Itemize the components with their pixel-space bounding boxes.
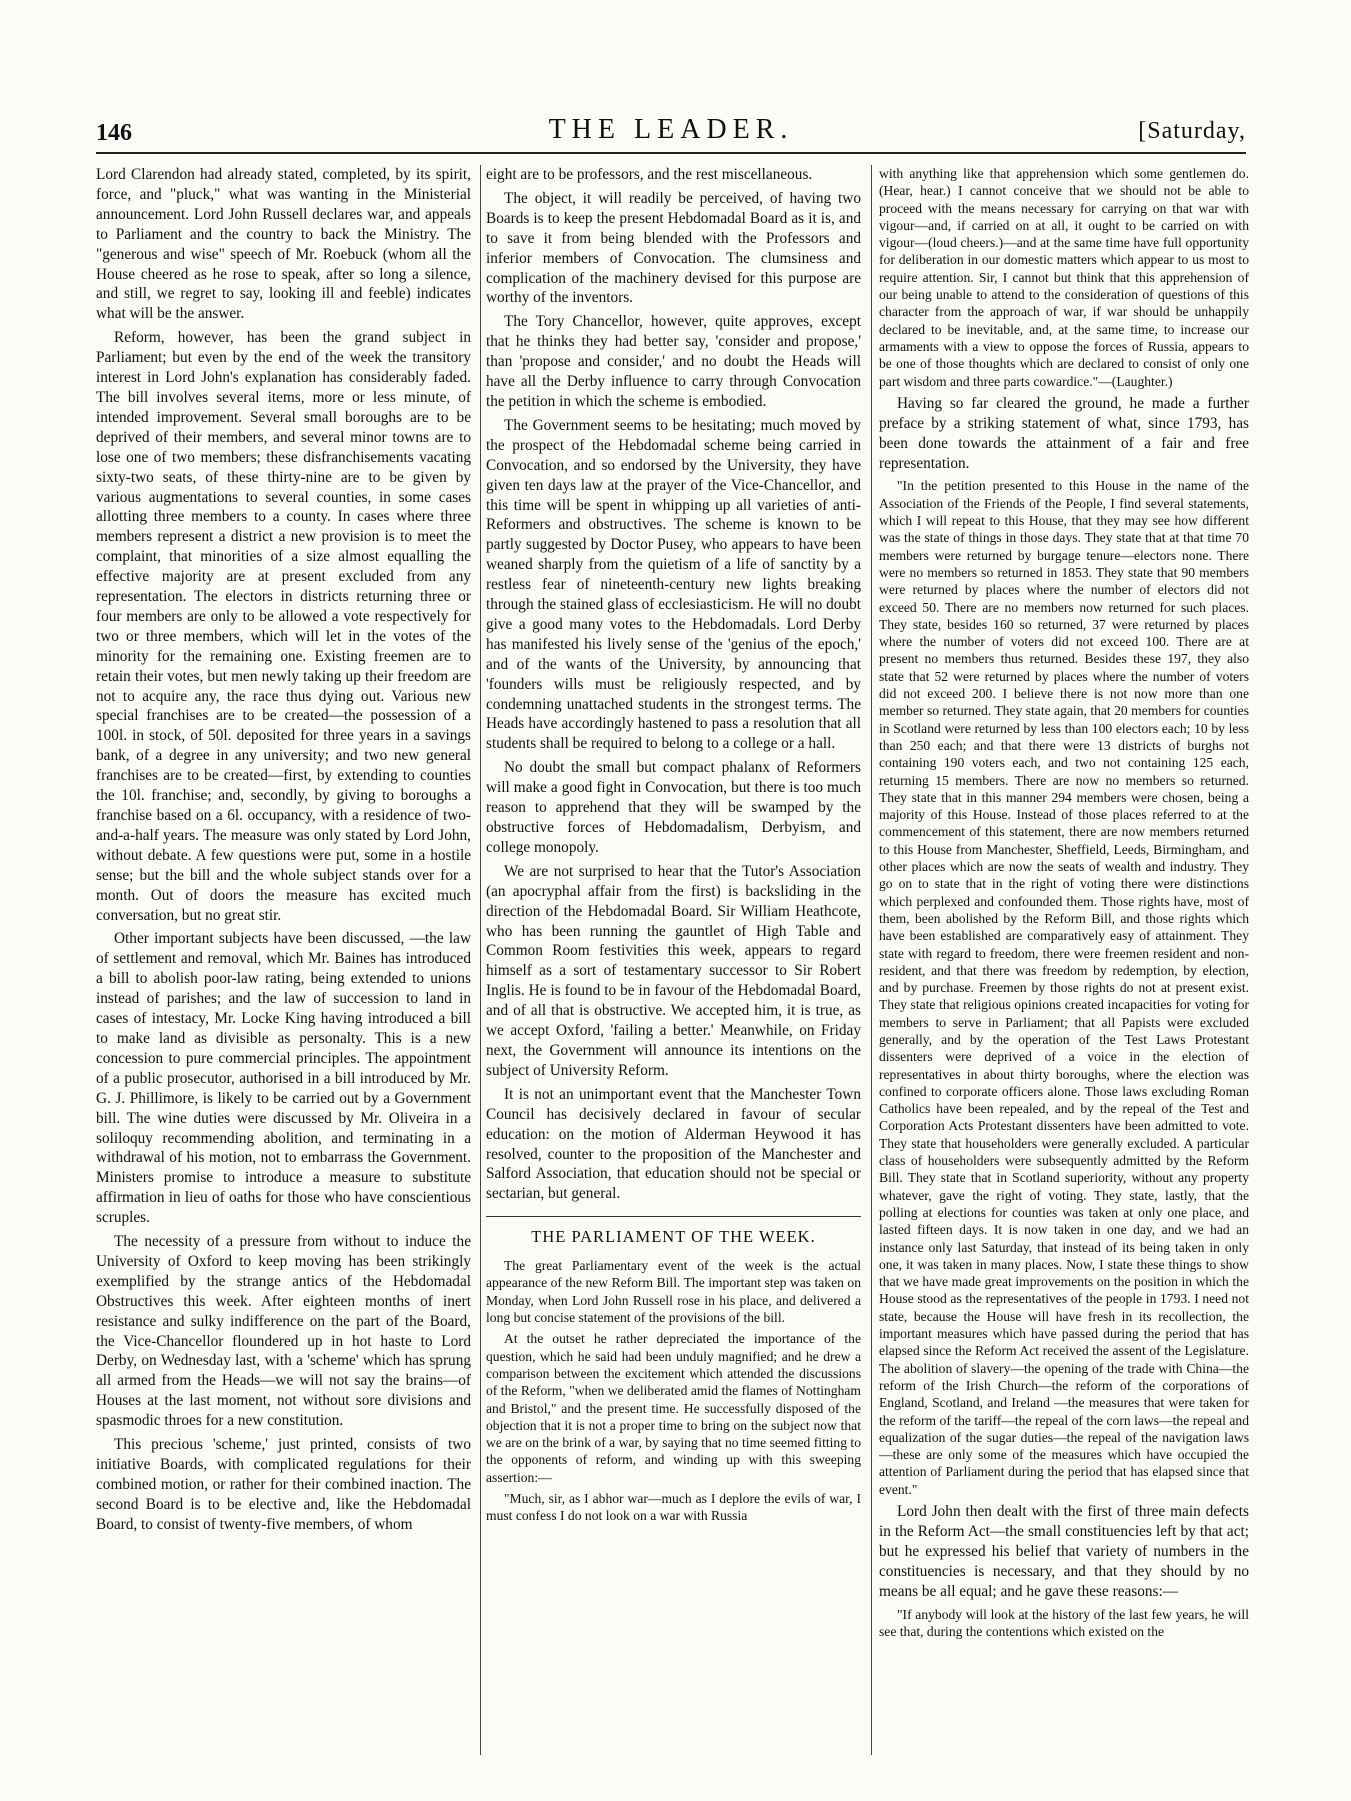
paragraph: Lord John then dealt with the first of three main defects in the Reform Act—the small constituencies left by that act; but he expressed his belief that variety of numbers in the constituencies is necessary, and that they should by no means be all equal; and he gave these reasons:— (879, 1503, 1249, 1600)
dateline: [Saturday, (1138, 118, 1246, 144)
quoted-paragraph: "In the petition presented to this House in the name of the Association of the Friends of the People, I find several statements, which I will repeat to this House, that they may see how different was the state of things in those days. They state that at that time 70 members were returned by burgage tenure—electors none. There were no members so returned in 1853. They state that 90 members were returned by places where the number of electors did not exceed 50. There are no members now returned for such places. They state, besides 160 so returned, 37 were returned by places where the number of voters did not exceed 100. There are at present no members thus returned. Besides these 197, they also state that 52 were returned by places where the number of voters did not exceed 200. I believe there is not now more than one member so returned. They state again, that 20 members for counties in Scotland were returned by less than 100 electors each; 10 by less than 250 each; and that there were 13 districts of burghs not containing 190 voters each, and two not containing 125 each, returning 15 members. There are now no members so returned. They state that in this manner 294 members were chosen, being a majority of this House. Instead of those places referred to at the commencement of this statement, there are now members returned to this House from Manchester, Sheffield, Leeds, Birmingham, and other places which are now the seats of wealth and industry. They go on to state that in the right of voting there were distinctions which perplexed and confounded them. Those rights have, most of them, been abolished by the Reform Bill, and those rights which have been established are comparatively easy of attainment. They state with regard to freedom, there were freemen resident and non-resident, and that there was freedom by redemption, by election, and by purchase. Freemen by those rights do not at present exist. They state that religious opinions created incapacities for voting for members to serve in Parliament; that all Papists were excluded generally, and by the operation of the Test Laws Protestant dissenters were deprived of a voice in the election of representatives in about thirty boroughs, where the election was confined to corporate officers alone. Those laws excluding Roman Catholics have been repealed, and by the repeal of the Test and Corporation Acts Protestant dissenters have been admitted to vote. They state that householders were generally excluded. A particular class of householders were subsequently admitted by the Reform Bill. They state that in Scotland superiority, without any property whatever, gave the right of voting. They state, lastly, that the polling at elections for counties was taken at only one place, and lasted fifteen days. It is now taken in one day, and we had an instance only last Saturday, that instead of its being taken in only one, it was taken in many places. Now, I state these things to show that we have made great improvements on the position in which the House stood as the representatives of the people in 1793. I need not state, because the House will have fresh in its recollection, the important measures which have passed during the period that has elapsed since the Reform Act received the assent of the Legislature. The abolition of slavery—the opening of the trade with China—the reform of the Irish Church—the reform of the corporations of England, Scotland, and Ireland —the measures that were taken for the reform of the tariff—the repeal of the corn laws—the repeal and equalization of the sugar duties—the repeal of the navigation laws—these are only some of the measures which have occupied the attention of Parliament during the period that has elapsed since that event." (879, 478, 1249, 1497)
section-title: THE PARLIAMENT OF THE WEEK. (486, 1216, 861, 1247)
paragraph: Reform, however, has been the grand subject in Parliament; but even by the end of the week the transitory interest in Lord John's explanation has considerably faded. The bill involves several items, more or less minute, of intended improvement. Several small boroughs are to be deprived of their members, and several minor towns are to lose one of two members; these disfranchisements vacating sixty-two seats, of these thirty-nine are to be given by various augmentations to several counties, in some cases allotting three members to a county. In cases where three members represent a district a new provision is to meet the complaint, that minorities of a size almost equalling the effective majority are at present excluded from any representation. The electors in districts returning three or four members are only to be allowed a vote respectively for two or three members, which will let in the votes of the minority for the remaining one. Existing freemen are to retain their votes, but men newly taking up their freedom are not to acquire any, the race thus dying out. Various new special franchises are to be created—the possession of a 100l. in stock, of 50l. deposited for three years in a savings bank, of a degree in any university; and two new general franchises are to be created—first, by extending to counties the 10l. franchise; and, secondly, by giving to boroughs a franchise based on a 6l. occupancy, with a residence of two-and-a-half years. The measure was only stated by Lord John, without debate. A few questions were put, some in a hostile sense; but the bill and the whole subject stands over for a month. Out of doors the measure has excited much conversation, but no great stir. (96, 329, 471, 924)
paragraph: Other important subjects have been discussed, —the law of settlement and removal, which Mr. Baines has introduced a bill to abolish poor-law rating, being extended to unions instead of parishes; and the law of succession to land in cases of intestacy, Mr. Locke King having introduced a bill to make land as divisible as personalty. This is a new concession to pure commercial principles. The appointment of a public prosecutor, authorised in a bill introduced by Mr. G. J. Phillimore, is likely to be carried out by a Government bill. The wine duties were discussed by Mr. Oliveira in a soliloquy recommending abolition, and terminating in a withdrawal of his motion, not to embarrass the Government. Ministers promise to introduce a measure to substitute affirmation in lieu of oaths for those who have conscientious scruples. (96, 930, 471, 1227)
paragraph: It is not an unimportant event that the Manchester Town Council has decisively declared in favour of secular education: on the motion of Alderman Heywood it has resolved, counter to the proposition of the Manchester and Salford Association, that education should not be special or sectarian, but general. (486, 1085, 861, 1203)
paragraph: No doubt the small but compact phalanx of Reformers will make a good fight in Convocation, but there is too much reason to apprehend that they will be swamped by the obstructive forces of Hebdomadalism, Derbyism, and college monopoly. (486, 759, 861, 856)
column-1 (96, 165, 471, 1765)
column-2 (486, 165, 861, 1765)
paragraph: eight are to be professors, and the rest miscellaneous. (486, 166, 813, 183)
paragraph: The great Parliamentary event of the week is the actual appearance of the new Reform Bill. The important step was taken on Monday, when Lord John Russell rose in his place, and delivered a long but concise statement of the provisions of the bill. (486, 1258, 861, 1326)
paragraph: The object, it will readily be perceived, of having two Boards is to keep the present Hebdomadal Board as it is, and to save it from being blended with the Professors and inferior members of Convocation. The clumsiness and complication of the machinery devised for this purpose are worthy of the inventors. (486, 189, 861, 307)
masthead-title: THE LEADER. (548, 114, 794, 145)
page-number: 146 (96, 120, 132, 146)
column-rule (480, 165, 481, 1755)
quoted-paragraph: with anything like that apprehension which some gentlemen do. (Hear, hear.) I cannot conceive that we should not be able to proceed with the means necessary for carrying on that war with vigour—and, if carried on at all, it ought to be carried on with vigour—(loud cheers.)—and at the same time have full opportunity for deliberation in our domestic matters which appear to us most to require attention. Sir, I cannot but think that this apprehension of our being unable to attend to the consideration of questions of this character from the approach of war, if war should be unhappily declared to be inevitable, and, at the same time, to increase our armaments with a view to oppose the forces of Russia, appears to be one of those thoughts which are declared to consist of only one part wisdom and three parts cowardice."—(Laughter.) (879, 166, 1249, 389)
paragraph: Having so far cleared the ground, he made a further preface by a striking statement of what, since 1793, has been done towards the attainment of a fair and free representation. (879, 394, 1249, 472)
quoted-paragraph: "If anybody will look at the history of the last few years, he will see that, during the contentions which existed on the (879, 1606, 1249, 1639)
paragraph: Lord Clarendon had already stated, completed, by its spirit, force, and "pluck," what was wanting in the Ministerial announcement. Lord John Russell declares war, and appeals to Parliament and the country to back the Ministry. The "generous and wise" speech of Mr. Roebuck (whom all the House cheered as he rose to speak, after so long a silence, and still, we regret to say, looking ill and feeble) indicates what will be the answer. (96, 166, 471, 323)
column-3 (879, 165, 1249, 1765)
paragraph: We are not surprised to hear that the Tutor's Association (an apocryphal affair from the first) is backsliding in the direction of the Hebdomadal Board. Sir William Heathcote, who has been running the gauntlet of High Table and Common Room festivities this week, appears to regard himself as a sort of testamentary successor to Sir Robert Inglis. He is found to be in favour of the Hebdomadal Board, and of all that is obstructive. We accepted him, it is true, as we accept Oxford, 'failing a better.' Meanwhile, on Friday next, the Government will announce its intentions on the subject of University Reform. (486, 862, 861, 1079)
paragraph: The Government seems to be hesitating; much moved by the prospect of the Hebdomadal scheme being carried in Convocation, and so endorsed by the University, they have given ten days law at the prayer of the Vice-Chancellor, and this time will be spent in whipping up all varieties of anti-Reformers and obstructives. The scheme is known to be partly suggested by Doctor Pusey, who appears to have been weaned sharply from the quietism of a life of sanctity by a restless fear of nineteenth-century new lights breaking through the stained glass of ecclesiasticism. He will no doubt give a good many votes to the Hebdomadals. Lord Derby has manifested his lively sense of the 'genius of the epoch,' and of the wants of the University, by announcing that 'founders wills must be religiously respected, and by condemning unattached students in the strongest terms. The Heads have accordingly hastened to pass a resolution that all students shall be required to belong to a college or a hall. (486, 416, 861, 753)
paragraph: At the outset he rather depreciated the importance of the question, which he said had been unduly magnified; and he drew a comparison between the excitement which attended the discussions of the Reform, "when we deliberated amid the flames of Nottingham and Bristol," and the present time. He successfully disposed of the objection that it is not a proper time to bring on the subject now that we are on the brink of a war, by saying that no time seemed fitting to the opponents of reform, and winding up with this sweeping assertion:— (486, 1331, 861, 1485)
paragraph: This precious 'scheme,' just printed, consists of two initiative Boards, with complicated regulations for their combined motion, or rather for their combined inaction. The second Board is to be elective and, like the Hebdomadal Board, to consist of twenty-five members, of whom (96, 1436, 471, 1533)
column-rule (871, 165, 872, 1755)
page-header (96, 112, 1246, 154)
paragraph: The necessity of a pressure from without to induce the University of Oxford to keep moving has been strikingly exemplified by the strange antics of the Hebdomadal Obstructives this week. After eighteen months of inert resistance and sulky indifference on the part of the Board, the Vice-Chancellor floundered up in hot haste to Lord Derby, on Wednesday last, with a 'scheme' which has sprung all armed from the Heads—we will not say the brains—of Houses at the last moment, not without sore divisions and spasmodic throes for a new constitution. (96, 1233, 471, 1430)
quoted-paragraph: "Much, sir, as I abhor war—much as I deplore the evils of war, I must confess I do not look on a war with Russia (486, 1490, 861, 1524)
paragraph: The Tory Chancellor, however, quite approves, except that he thinks they had better say, 'consider and propose,' than 'propose and consider,' and no doubt the Heads will have all the Derby influence to carry through Convocation the petition in which the scheme is embodied. (486, 313, 861, 410)
